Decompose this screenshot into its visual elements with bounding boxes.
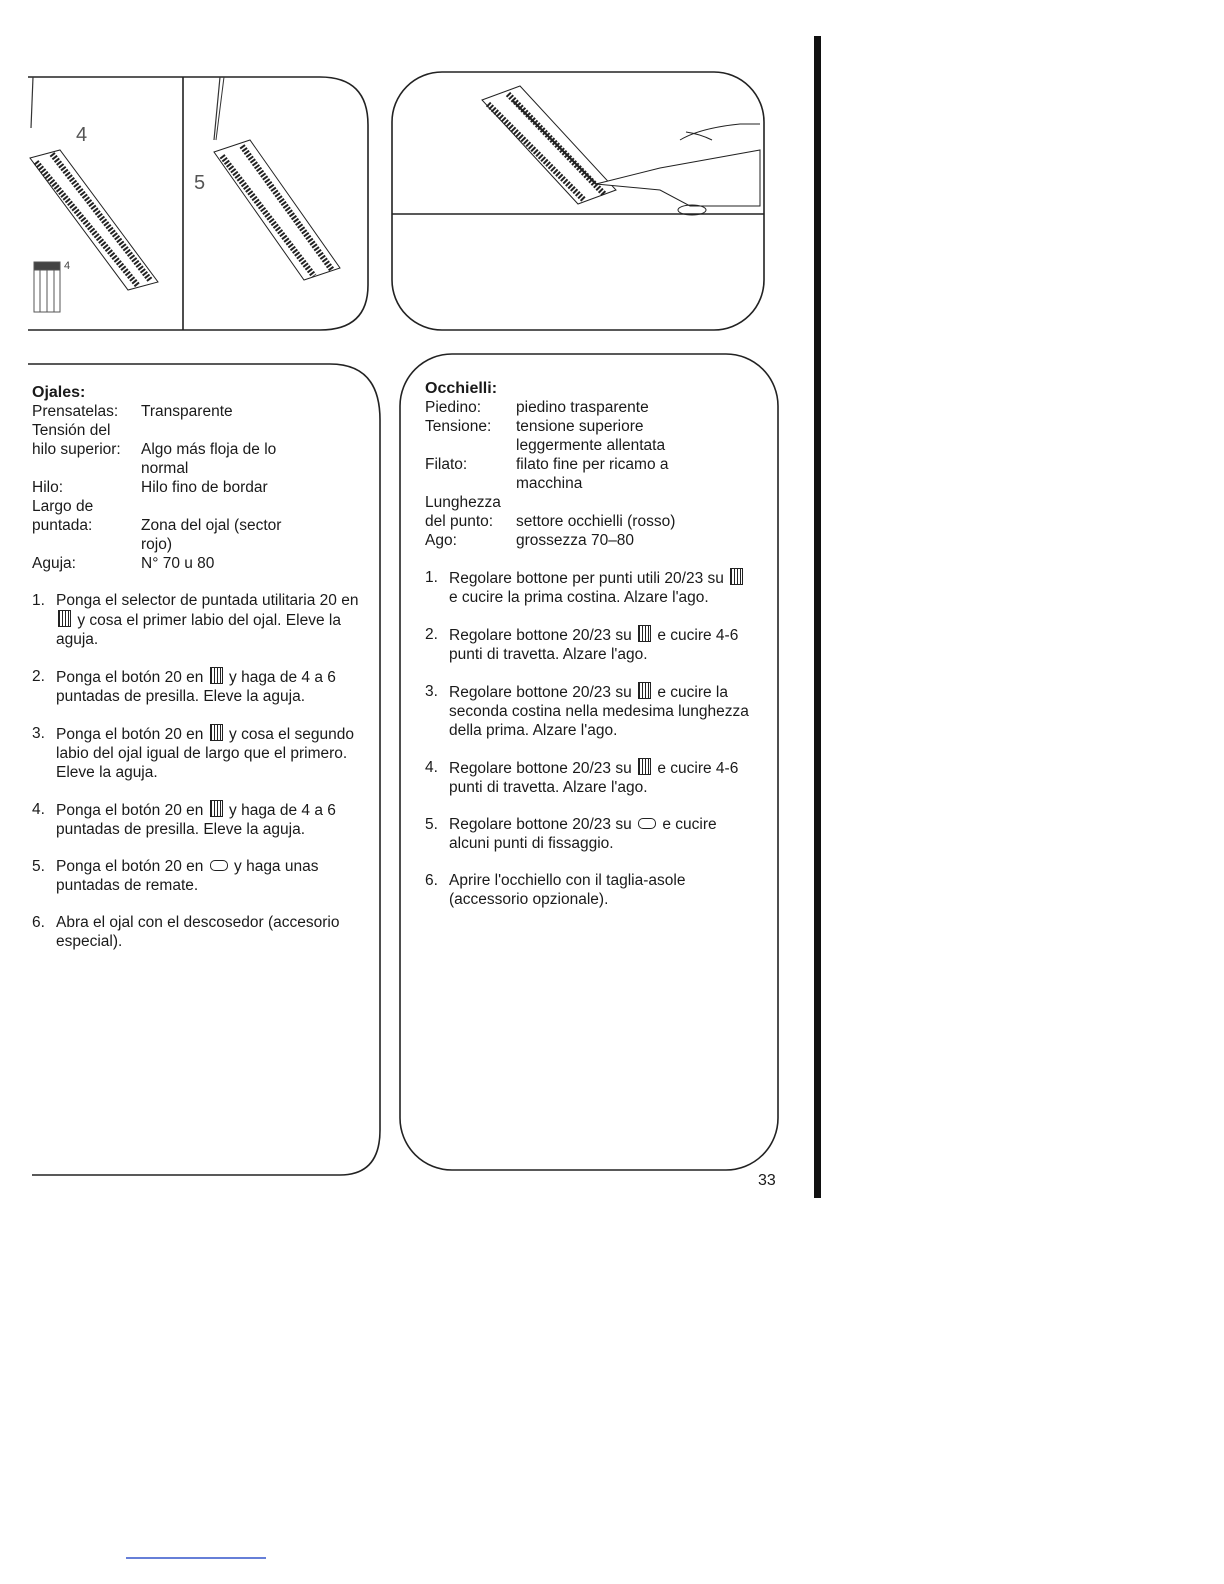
italian-steps bbox=[425, 568, 755, 909]
spec-row: del punto: settore occhielli (rosso) bbox=[425, 513, 676, 530]
stitch-selector-icon-4 bbox=[34, 262, 60, 312]
binding-edge-bar bbox=[814, 36, 821, 1198]
list-item: 1. Ponga el selector de puntada utilitaria 20 en y cosa el primer labio del ojal. Eleve la aguja. bbox=[32, 592, 359, 648]
stitch-selector-icon bbox=[210, 724, 223, 741]
stitch-selector-icon bbox=[210, 667, 223, 684]
italian-section bbox=[425, 380, 755, 927]
spec-row: Piedino: piedino trasparente bbox=[425, 399, 649, 416]
list-item: 3. Regolare bottone 20/23 su e cucire la seconda costina nella medesima lunghezza della prima. Alzare l'ago. bbox=[425, 683, 749, 739]
spec-row: Prensatelas: Transparente bbox=[32, 403, 233, 420]
spanish-specs bbox=[32, 402, 291, 573]
list-item: 4. Ponga el botón 20 en y haga de 4 a 6 puntadas de presilla. Eleve la aguja. bbox=[32, 801, 336, 838]
needle-left bbox=[31, 77, 33, 128]
seam-ripper-illustration bbox=[482, 86, 760, 215]
list-item: 4. Regolare bottone 20/23 su e cucire 4-6 punti di travetta. Alzare l'ago. bbox=[425, 759, 739, 796]
spec-row: Tensione: tensione superiore leggermente allentata bbox=[425, 418, 666, 454]
figure-4-label: 4 bbox=[76, 124, 88, 146]
spec-row: hilo superior: Algo más floja de lo normal bbox=[32, 441, 277, 477]
list-item: 1. Regolare bottone per punti utili 20/23 su e cucire la prima costina. Alzare l'ago. bbox=[425, 568, 755, 607]
figure-5-label: 5 bbox=[194, 172, 206, 194]
spanish-heading: Ojales: bbox=[32, 384, 86, 401]
stitch-selector-icon bbox=[730, 568, 743, 585]
list-item: 3. Ponga el botón 20 en y cosa el segundo labio del ojal igual de largo que el primero. Eleve la aguja. bbox=[32, 725, 354, 781]
spec-row: puntada: Zona del ojal (sector rojo) bbox=[32, 517, 282, 553]
list-item: 6. Abra el ojal con el descosedor (accesorio especial). bbox=[32, 914, 340, 950]
list-item: 6. Aprire l'occhiello con il taglia-asole (accessorio opzionale). bbox=[425, 872, 686, 908]
list-item: 2. Regolare bottone 20/23 su e cucire 4-6 punti di travetta. Alzare l'ago. bbox=[425, 626, 739, 663]
spec-row: Hilo: Hilo fino de bordar bbox=[32, 479, 268, 496]
italian-specs bbox=[425, 398, 731, 550]
spec-row: Ago: grossezza 70–80 bbox=[425, 532, 635, 549]
spanish-steps bbox=[32, 591, 368, 951]
spec-row: Tensión del bbox=[32, 422, 111, 439]
selector-4-label: 4 bbox=[64, 260, 71, 272]
spec-row: Filato: filato fine per ricamo a macchina bbox=[425, 456, 669, 492]
list-item: 2. Ponga el botón 20 en y haga de 4 a 6 puntadas de presilla. Eleve la aguja. bbox=[32, 668, 336, 705]
stitch-selector-icon bbox=[210, 800, 223, 817]
spec-row: Largo de bbox=[32, 498, 94, 515]
spec-row: Lunghezza bbox=[425, 494, 501, 511]
list-item: 5. Regolare bottone 20/23 su e cucire alcuni punti di fissaggio. bbox=[425, 816, 717, 852]
tack-stitch-icon bbox=[638, 818, 656, 829]
page-number: 33 bbox=[758, 1172, 776, 1189]
italian-heading: Occhielli: bbox=[425, 380, 498, 397]
figure-frame-left bbox=[28, 77, 368, 330]
stitch-selector-icon bbox=[638, 625, 651, 642]
spec-row: Aguja: N° 70 u 80 bbox=[32, 555, 215, 572]
stitch-selector-icon bbox=[58, 610, 71, 627]
buttonhole-stitch-fig5 bbox=[214, 140, 340, 280]
stitch-selector-icon bbox=[638, 682, 651, 699]
stitch-selector-icon bbox=[638, 758, 651, 775]
list-item: 5. Ponga el botón 20 en y haga unas puntadas de remate. bbox=[32, 858, 319, 894]
spanish-section bbox=[32, 384, 368, 969]
tack-stitch-icon bbox=[210, 860, 228, 871]
